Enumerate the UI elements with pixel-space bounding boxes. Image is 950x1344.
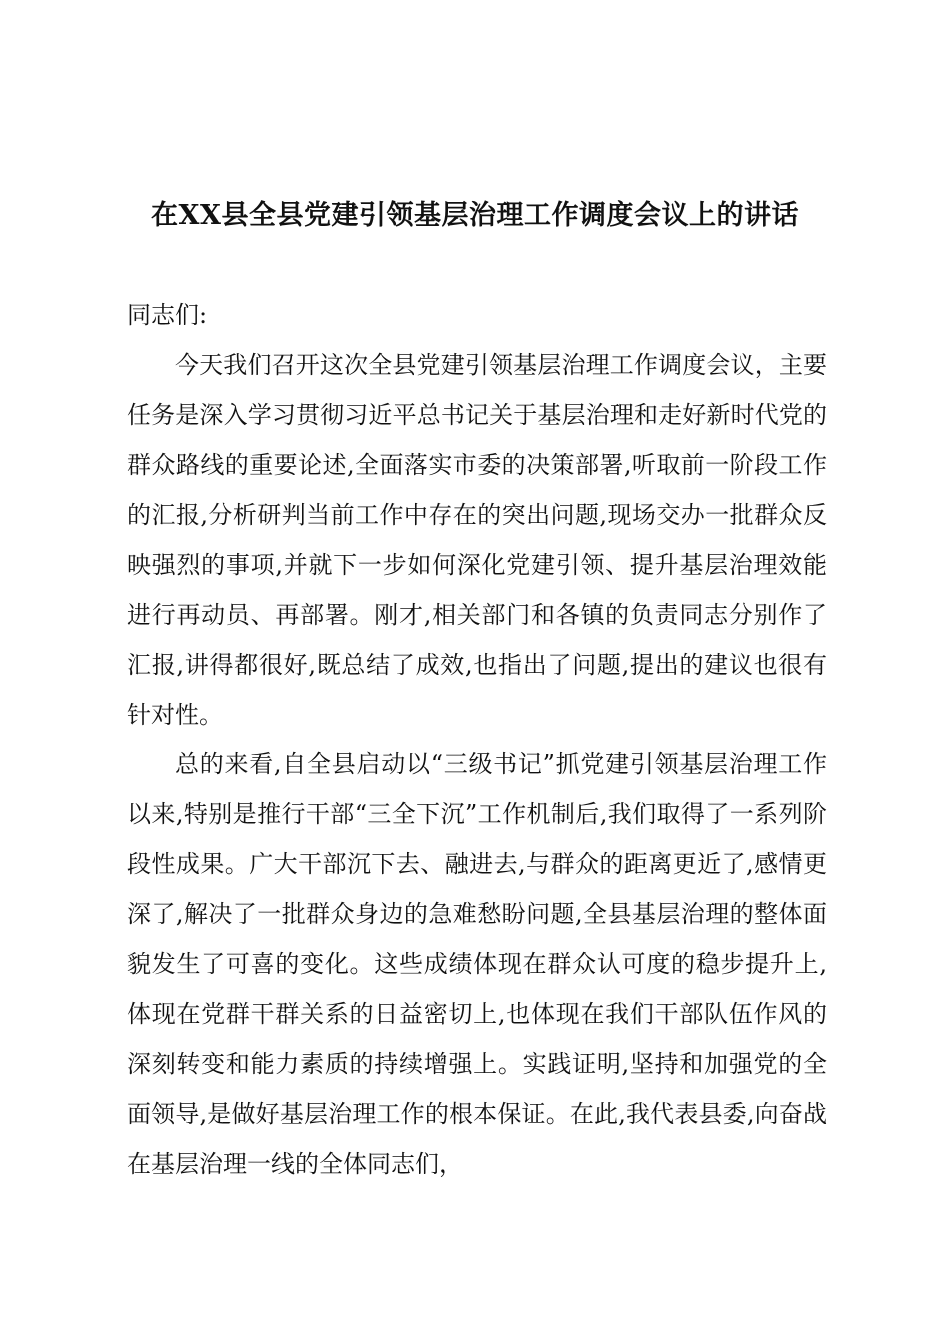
- body-paragraph: 今天我们召开这次全县党建引领基层治理工作调度会议，主要任务是深入学习贯彻习近平总书记关于基层治理和走好新时代党的群众路线的重要论述,全面落实市委的决策部署,听取前一阶段工作的汇报,分析研判当前工作中存在的突出问题,现场交办一批群众反映强烈的事项,并就下一步如何深化党建引领、提升基层治理效能进行再动员、再部署。刚才,相关部门和各镇的负责同志分别作了汇报,讲得都很好,既总结了成效,也指出了问题,提出的建议也很有针对性。: [127, 351, 827, 729]
- salutation: 同志们:: [127, 301, 208, 329]
- body-paragraph: 总的来看,自全县启动以“三级书记”抓党建引领基层治理工作以来,特别是推行干部“三全下沉”工作机制后,我们取得了一系列阶段性成果。广大干部沉下去、融进去,与群众的距离更近了,感情更深了,解决了一批群众身边的急难愁盼问题,全县基层治理的整体面貌发生了可喜的变化。这些成绩体现在群众认可度的稳步提升上,体现在党群干群关系的日益密切上,也体现在我们干部队伍作风的深刻转变和能力素质的持续增强上。实践证明,坚持和加强党的全面领导,是做好基层治理工作的根本保证。在此,我代表县委,向奋战在基层治理一线的全体同志们，: [127, 750, 827, 1178]
- document-title: 在XX县全县党建引领基层治理工作调度会议上的讲话: [151, 200, 799, 231]
